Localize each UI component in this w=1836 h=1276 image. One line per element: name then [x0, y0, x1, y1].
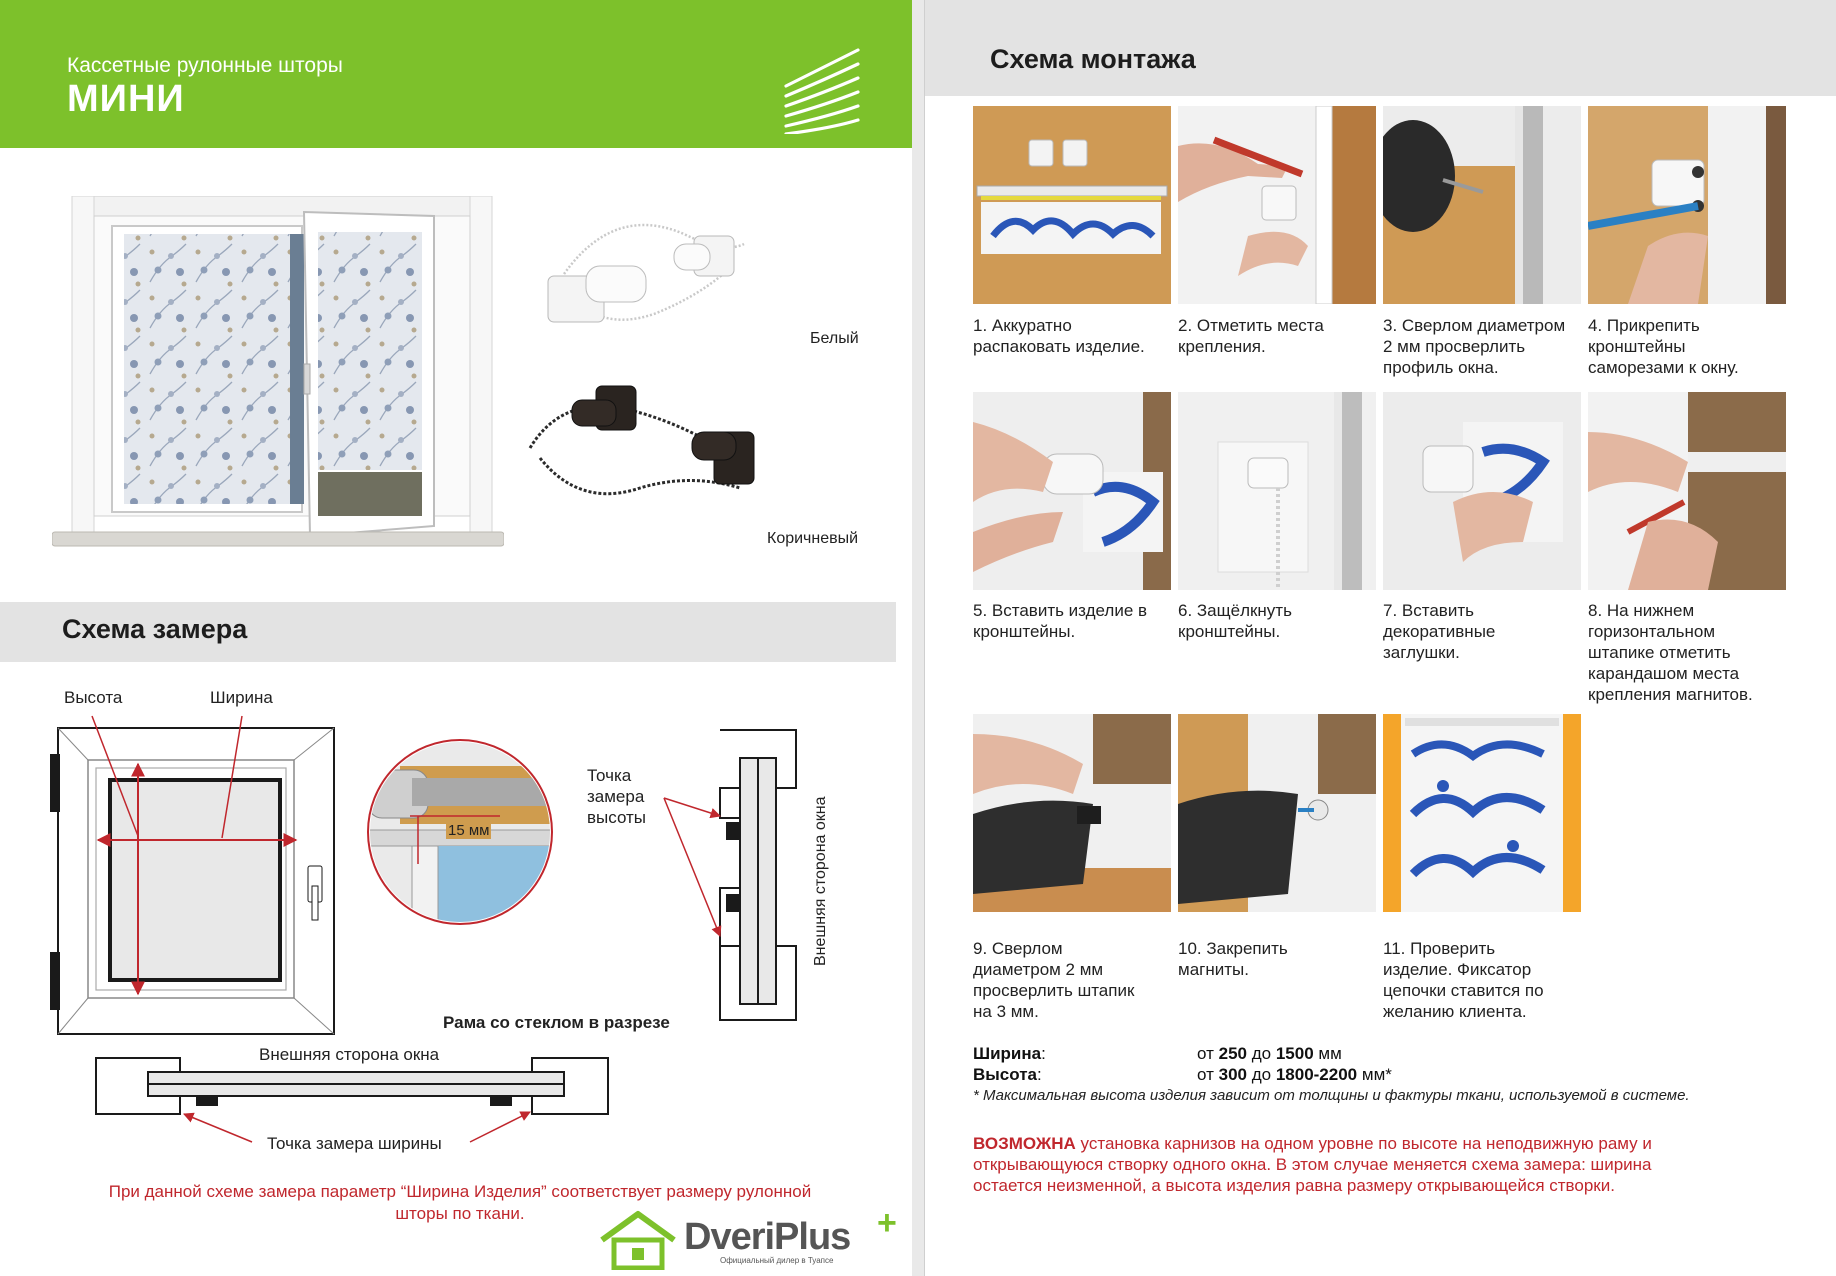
step-text-line: просверлить штапик [973, 981, 1135, 1000]
step-8-text [1588, 600, 1793, 705]
step-7-text [1383, 600, 1588, 663]
step-text-line: саморезами к окну. [1588, 358, 1739, 377]
step-2-text [1178, 315, 1383, 357]
spec-height-to: до [1251, 1065, 1272, 1084]
step-text-line: на 3 мм. [973, 1002, 1039, 1021]
brown-mechanism-photo [520, 378, 790, 518]
measurement-diagram [0, 680, 912, 1160]
step-9-photo [973, 714, 1171, 912]
installation-note-line3: остается неизменной, а высота изделия равна размеру открывающейся створки. [973, 1176, 1615, 1195]
label-15mm: 15 мм [448, 822, 490, 839]
step-text-line: 11. Проверить [1383, 939, 1496, 958]
installation-note-line1-text: установка карнизов на одном уровне по высоте на неподвижную раму и [1075, 1134, 1652, 1153]
installation-note-line1 [973, 1133, 1833, 1154]
banner-title: МИНИ [67, 78, 185, 120]
brand-name: DveriPlus [684, 1216, 851, 1258]
step-6-text [1178, 600, 1383, 642]
step-text-line: 9. Сверлом [973, 939, 1063, 958]
step-4-text [1588, 315, 1793, 378]
banner-subtitle: Кассетные рулонные шторы [67, 54, 343, 77]
label-height-point-2: замера [587, 787, 645, 806]
spec-width-from: от [1197, 1044, 1214, 1063]
step-text-line: декоративные [1383, 622, 1496, 641]
step-11-text [1383, 938, 1588, 1022]
label-height-point-1: Точка [587, 766, 632, 785]
step-text-line: 7. Вставить [1383, 601, 1474, 620]
spec-height-from: от [1197, 1065, 1214, 1084]
step-9-text [973, 938, 1178, 1022]
step-text-line: 10. Закрепить [1178, 939, 1288, 958]
label-height-point-3: высоты [587, 808, 647, 827]
spec-width-label: Ширина [973, 1044, 1042, 1063]
spec-width-to: до [1251, 1044, 1272, 1063]
brand-plus: + [877, 1204, 897, 1242]
step-3-text [1383, 315, 1588, 378]
step-3-photo [1383, 106, 1581, 304]
spec-height [973, 1065, 1042, 1085]
spec-width-max: 1500 [1275, 1044, 1314, 1063]
brand-tagline: Официальный дилер в Туапсе [720, 1256, 834, 1265]
spec-width-colon: : [1041, 1044, 1046, 1063]
step-text-line: профиль окна. [1383, 358, 1499, 377]
step-6-photo [1178, 392, 1376, 590]
step-text-line: кронштейны. [973, 622, 1076, 641]
step-text-line: горизонтальном [1588, 622, 1716, 641]
step-2-photo [1178, 106, 1376, 304]
step-text-line: 5. Вставить изделие в [973, 601, 1148, 620]
measure-note-line2: шторы по ткани. [395, 1204, 525, 1223]
step-11-photo [1383, 714, 1581, 912]
label-outer-side-vertical [812, 796, 836, 990]
measure-note-line1: При данной схеме замера параметр “Ширина Изделия” соответствует размеру рулонной [108, 1182, 812, 1201]
spec-height-min: 300 [1218, 1065, 1247, 1084]
step-text-line: 6. Защёлкнуть [1178, 601, 1292, 620]
step-text-line: цепочки ставится по [1383, 981, 1544, 1000]
spec-height-colon: : [1037, 1065, 1042, 1084]
spec-width-range [1197, 1044, 1342, 1064]
step-text-line: крепления. [1178, 337, 1266, 356]
spec-height-range [1197, 1065, 1392, 1085]
spec-height-label: Высота [973, 1065, 1037, 1084]
label-width: Ширина [210, 688, 273, 707]
step-5-text [973, 600, 1178, 642]
label-outer-side-horizontal: Внешняя сторона окна [259, 1045, 440, 1064]
step-4-photo [1588, 106, 1786, 304]
label-height: Высота [64, 688, 123, 707]
step-10-photo [1178, 714, 1376, 912]
spec-width-unit: мм [1318, 1044, 1342, 1063]
step-text-line: кронштейны [1588, 337, 1686, 356]
step-text-line: 3. Сверлом диаметром [1383, 316, 1566, 335]
label-width-point: Точка замера ширины [267, 1134, 442, 1153]
spec-width-min: 250 [1218, 1044, 1247, 1063]
step-text-line: желанию клиента. [1383, 1002, 1527, 1021]
white-mechanism-photo [534, 214, 784, 354]
label-frame-section: Рама со стеклом в разрезе [443, 1013, 670, 1032]
blinds-logo-icon [782, 46, 860, 134]
variant-white-label: Белый [810, 330, 859, 347]
installation-note [973, 1133, 1833, 1196]
step-text-line: 4. Прикрепить [1588, 316, 1700, 335]
step-text-line: штапике отметить [1588, 643, 1731, 662]
spec-footnote: * Максимальная высота изделия зависит от толщины и фактуры ткани, используемой в системе. [973, 1087, 1690, 1104]
step-text-line: кронштейны. [1178, 622, 1281, 641]
step-5-photo [973, 392, 1171, 590]
step-1-photo [973, 106, 1171, 304]
step-text-line: крепления магнитов. [1588, 685, 1753, 704]
spec-height-unit: мм* [1361, 1065, 1392, 1084]
variant-brown-label: Коричневый [767, 530, 859, 547]
step-text-line: диаметром 2 мм [973, 960, 1104, 979]
step-7-photo [1383, 392, 1581, 590]
step-text-line: распаковать изделие. [973, 337, 1145, 356]
step-text-line: 2 мм просверлить [1383, 337, 1526, 356]
left-page [0, 0, 913, 1276]
step-1-text [973, 315, 1178, 357]
spec-height-max: 1800-2200 [1275, 1065, 1358, 1084]
installation-note-line2: открывающуюся створку одного окна. В этом случае меняется схема замера: ширина [973, 1155, 1652, 1174]
step-text-line: 8. На нижнем [1588, 601, 1695, 620]
dveriplus-house-icon [596, 1210, 680, 1270]
step-text-line: 2. Отметить места [1178, 316, 1324, 335]
step-text-line: магниты. [1178, 960, 1249, 979]
right-page [924, 0, 1836, 1276]
label-outer-side-vertical-text: Внешняя сторона окна [812, 796, 829, 966]
step-8-photo [1588, 392, 1786, 590]
step-text-line: 1. Аккуратно [973, 316, 1072, 335]
step-text-line: изделие. Фиксатор [1383, 960, 1532, 979]
measure-section-title: Схема замера [62, 614, 248, 644]
window-photo [52, 196, 504, 550]
mounting-section-title: Схема монтажа [990, 44, 1196, 74]
step-text-line: карандашом места [1588, 664, 1740, 683]
step-text-line: заглушки. [1383, 643, 1460, 662]
page-gutter [912, 0, 924, 1276]
step-10-text [1178, 938, 1383, 980]
spec-width [973, 1044, 1046, 1064]
installation-note-bold: ВОЗМОЖНА [973, 1134, 1076, 1153]
